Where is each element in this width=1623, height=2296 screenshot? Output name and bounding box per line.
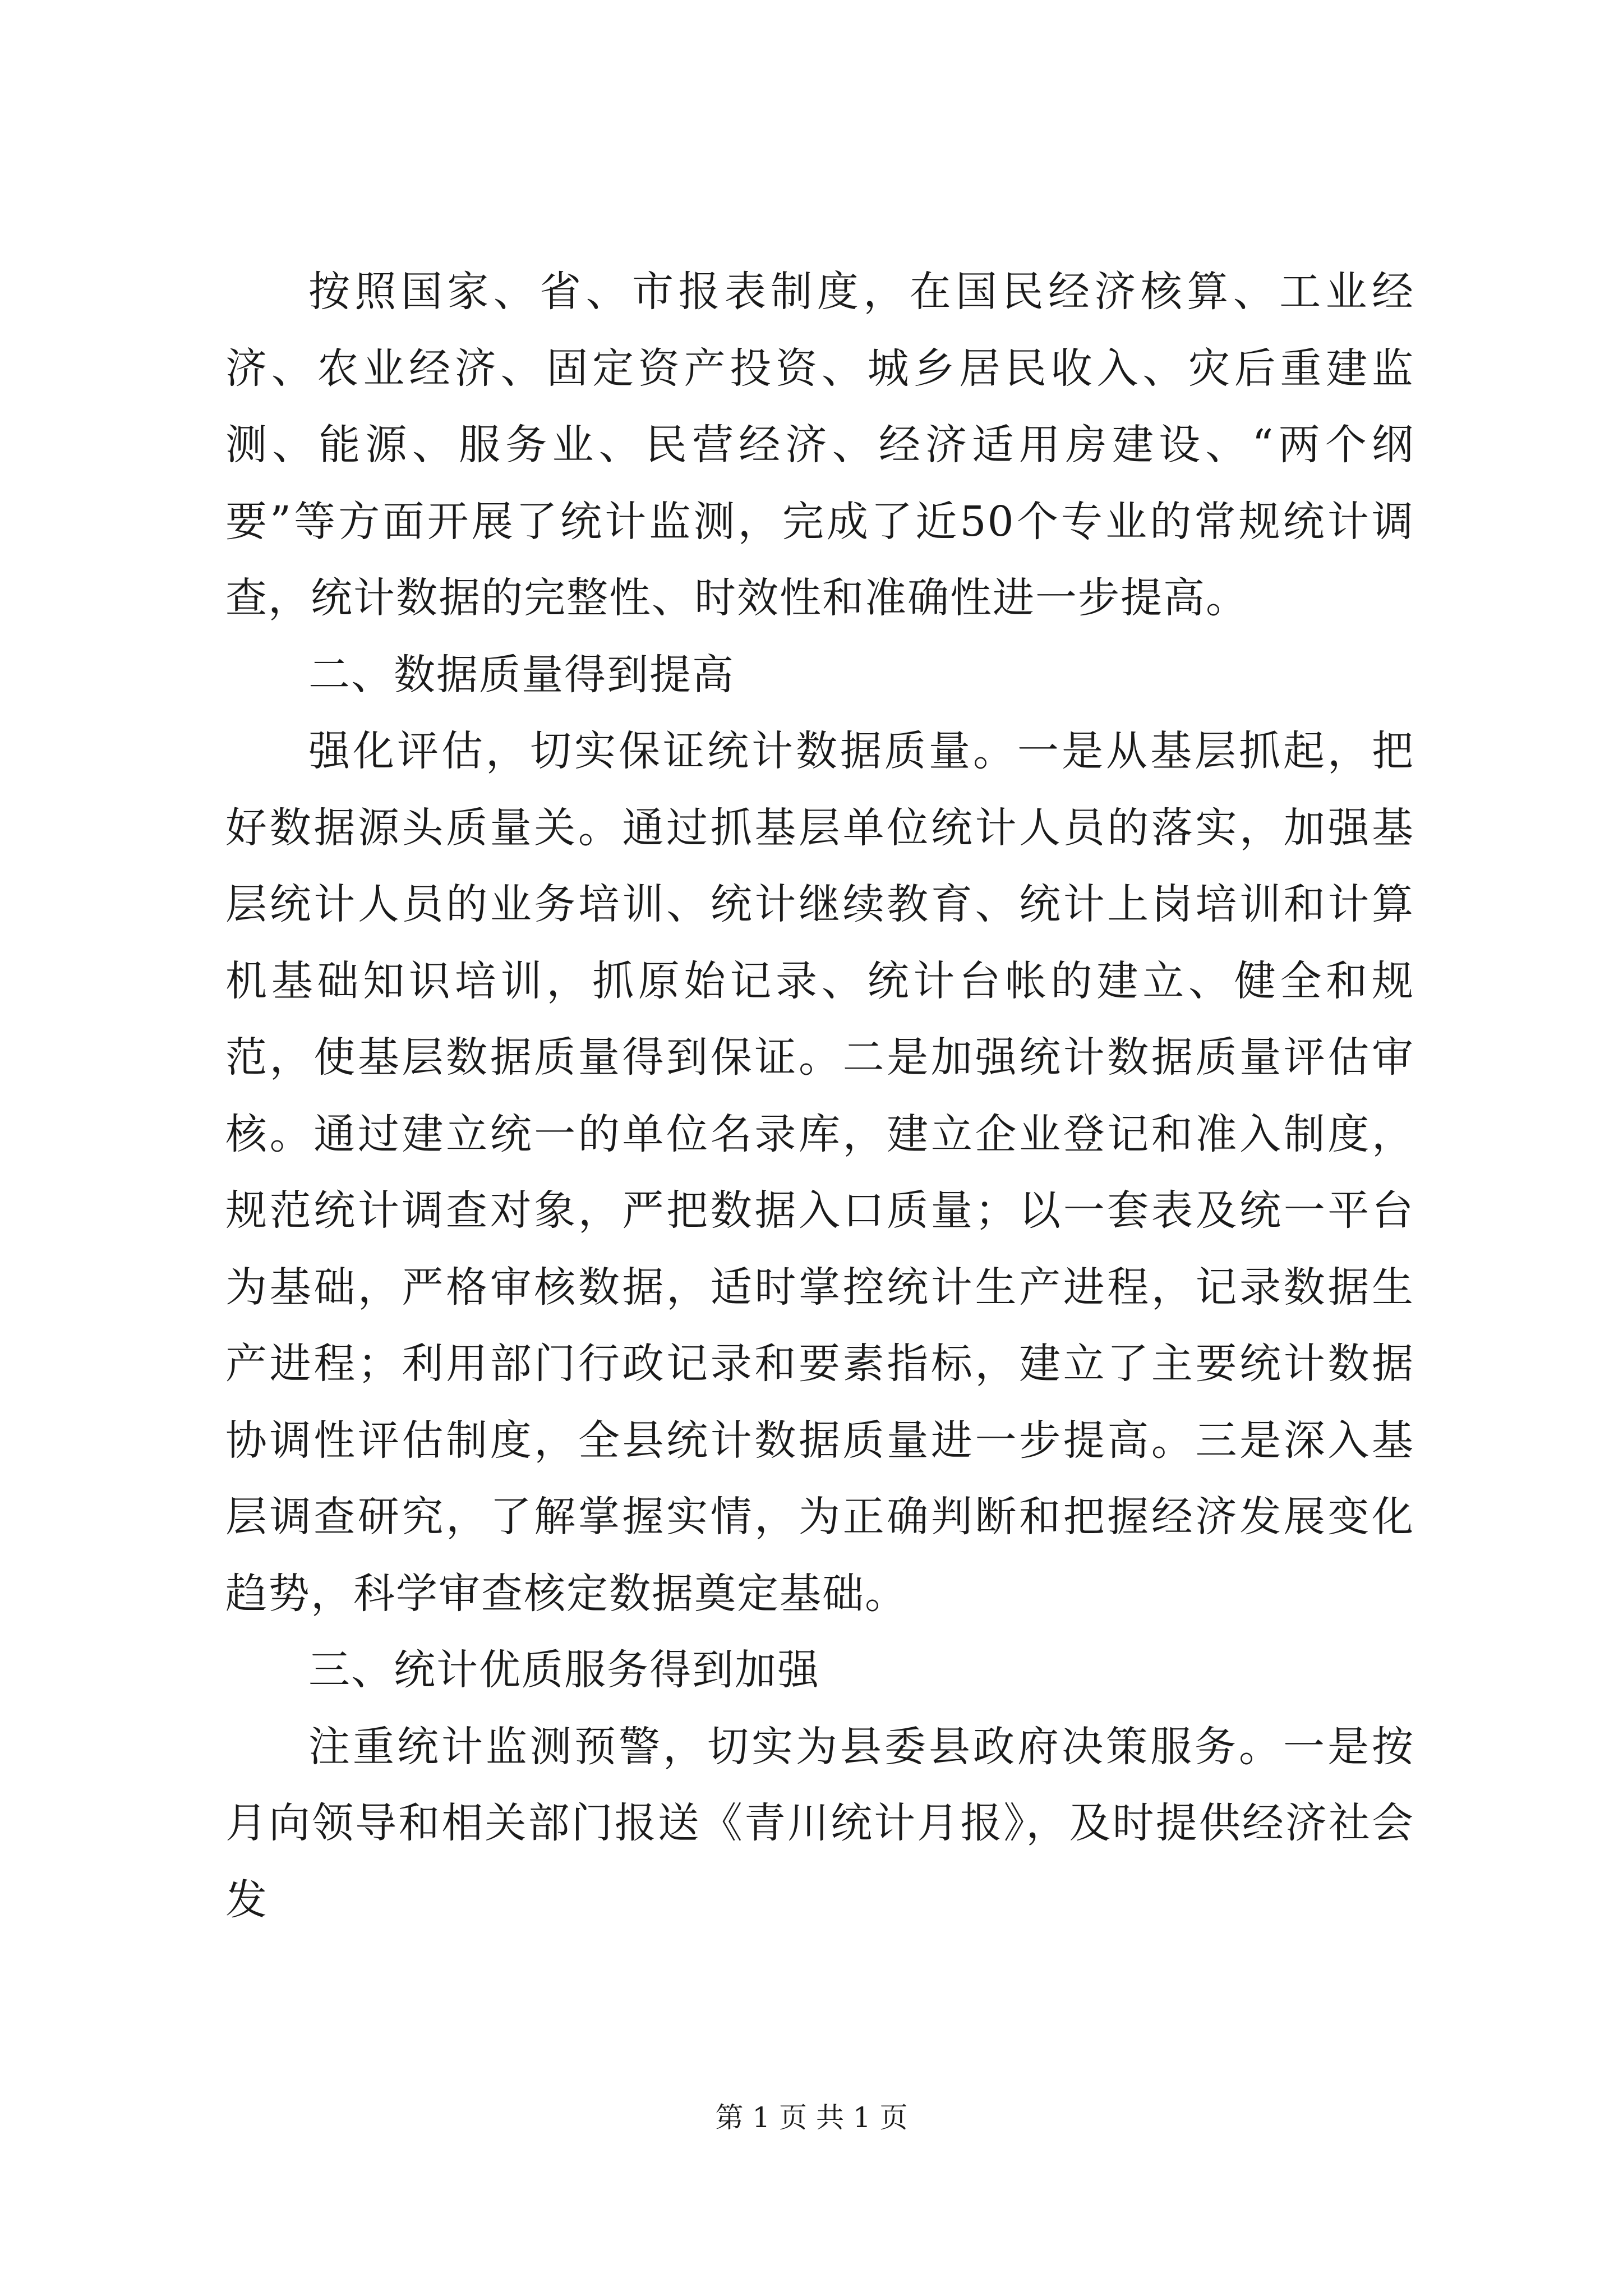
section-heading-statistical-service: 三、统计优质服务得到加强 (308, 1646, 820, 1694)
document-body (225, 254, 1414, 1938)
paragraph-data-quality: 强化评估，切实保证统计数据质量。一是从基层抓起，把好数据源头质量关。通过抓基层单位统计人员的落实，加强基层统计人员的业务培训、统计继续教育、统计上岗培训和计算机基础知识培训，抓原始记录、统计台帐的建立、健全和规范，使基层数据质量得到保证。二是加强统计数据质量评估审核。通过建立统一的单位名录库，建立企业登记和准入制度，规范统计调查对象，严把数据入口质量；以一套表及统一平台为基础，严格审核数据，适时掌控统计生产进程，记录数据生产进程；利用部门行政记录和要素指标，建立了主要统计数据协调性评估制度，全县统计数据质量进一步提高。三是深入基层调查研究，了解掌握实情，为正确判断和把握经济发展变化趋势，科学审查核定数据奠定基础。 (225, 727, 1414, 1618)
paragraph-statistical-service: 注重统计监测预警，切实为县委县政府决策服务。一是按月向领导和相关部门报送《青川统计月报》，及时提供经济社会发 (225, 1722, 1414, 1924)
section-heading-data-quality: 二、数据质量得到提高 (308, 650, 735, 699)
paragraph-statistical-monitoring: 按照国家、省、市报表制度，在国民经济核算、工业经济、农业经济、固定资产投资、城乡居民收入、灾后重建监测、能源、服务业、民营经济、经济适用房建设、“两个纲要”等方面开展了统计监测，完成了近50个专业的常规统计调查，统计数据的完整性、时效性和准确性进一步提高。 (225, 268, 1414, 622)
page-number-footer: 第 1 页 共 1 页 (715, 2101, 908, 2134)
